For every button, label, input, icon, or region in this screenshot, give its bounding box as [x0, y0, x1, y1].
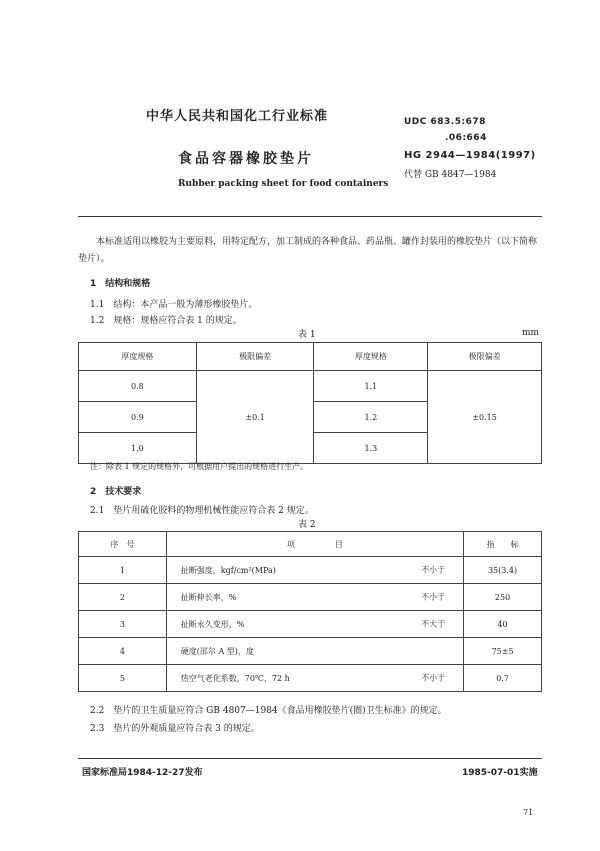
table-2-header-cell: 指 标	[464, 532, 542, 557]
udc-code-continued: .06:664	[445, 133, 487, 143]
table-1-header-cell: 极限偏差	[428, 343, 542, 371]
table-1-unit: mm	[522, 328, 540, 338]
table-2	[78, 531, 542, 692]
table-row	[79, 371, 542, 402]
header-divider	[78, 216, 542, 217]
table-1	[78, 342, 542, 464]
row-number: 5	[79, 665, 167, 692]
item-cell	[166, 638, 463, 665]
clause-2-3: 2.3 垫片的外观质量应符合表 3 的规定。	[90, 724, 260, 734]
clause-1-2: 1.2 规格：规格应符合表 1 的规定。	[90, 316, 242, 326]
item-name: 硬度(邵尔 A 型)，度	[180, 646, 254, 656]
item-name: 热空气老化系数，70℃，72 h	[180, 673, 290, 683]
udc-code: UDC 683.5:678	[404, 117, 486, 127]
table-1-cell: ±0.1	[196, 371, 314, 464]
table-1-cell: ±0.15	[428, 371, 542, 464]
intro-paragraph: 本标准适用以橡胶为主要原料，用特定配方，加工制成的各种食品、药品瓶、罐作封装用的橡胶垫片（以下简称垫片）。	[78, 237, 538, 264]
replaces-standard: 代替 GB 4847—1984	[404, 170, 497, 180]
item-cell	[166, 557, 463, 584]
item-name: 扯断永久变形，%	[180, 619, 245, 629]
clause-1-1: 1.1 结构：本产品一般为薄形橡胶垫片。	[90, 300, 258, 310]
standard-org-title: 中华人民共和国化工行业标准	[146, 109, 329, 124]
table-2-header-row	[79, 532, 542, 557]
table-1-header-cell: 厚度规格	[314, 343, 428, 371]
table-1-cell: 0.9	[79, 402, 197, 433]
page-number: 71	[523, 808, 534, 817]
item-cell	[166, 665, 463, 692]
row-number: 2	[79, 584, 167, 611]
section-2-heading: 2 技术要求	[90, 487, 142, 497]
table-row	[79, 557, 542, 584]
table-row	[79, 665, 542, 692]
item-cell	[166, 611, 463, 638]
item-value: 35(3.4)	[464, 557, 542, 584]
table-2-header-cell: 序 号	[79, 532, 167, 557]
table-1-header-cell: 厚度规格	[79, 343, 197, 371]
table-2-caption: 表 2	[298, 520, 316, 530]
item-value: 40	[464, 611, 542, 638]
document-title-en: Rubber packing sheet for food containers	[178, 179, 389, 189]
row-number: 1	[79, 557, 167, 584]
item-limit: 不小于	[421, 565, 446, 575]
table-1-cell: 1.1	[314, 371, 428, 402]
clause-2-1: 2.1 垫片用硫化胶料的物理机械性能应符合表 2 规定。	[90, 506, 314, 516]
row-number: 3	[79, 611, 167, 638]
approval-date: 国家标准局1984-12-27发布	[82, 768, 203, 778]
table-1-note: 注：除表 1 规定的规格外，可根据用户提出的规格进行生产。	[90, 462, 309, 471]
table-row	[79, 611, 542, 638]
table-1-caption: 表 1	[298, 330, 316, 340]
item-limit: 不大于	[421, 619, 446, 629]
footer-divider	[78, 758, 542, 759]
table-1-cell: 1.3	[314, 433, 428, 464]
table-1-cell: 1.2	[314, 402, 428, 433]
table-1-header-row	[79, 343, 542, 371]
table-row	[79, 638, 542, 665]
item-name: 扯断强度，kgf/cm²(MPa)	[180, 565, 276, 575]
row-number: 4	[79, 638, 167, 665]
table-1-cell: 1.0	[79, 433, 197, 464]
item-value: 0.7	[464, 665, 542, 692]
table-1-cell: 0.8	[79, 371, 197, 402]
item-limit: 不小于	[421, 673, 446, 683]
item-value: 75±5	[464, 638, 542, 665]
item-cell	[166, 584, 463, 611]
table-row	[79, 584, 542, 611]
item-name: 扯断伸长率，%	[180, 592, 237, 602]
table-1-header-cell: 极限偏差	[196, 343, 314, 371]
standard-code: HG 2944—1984(1997)	[404, 150, 536, 161]
document-title: 食品容器橡胶垫片	[178, 151, 314, 167]
effective-date: 1985-07-01实施	[462, 768, 538, 778]
table-2-header-cell: 项 目	[166, 532, 463, 557]
clause-2-2: 2.2 垫片的卫生质量应符合 GB 4807—1984《食品用橡胶垫片(圈)卫生标准》的规定。	[90, 706, 447, 716]
section-1-heading: 1 结构和规格	[90, 279, 151, 289]
item-value: 250	[464, 584, 542, 611]
item-limit: 不小于	[421, 592, 446, 602]
